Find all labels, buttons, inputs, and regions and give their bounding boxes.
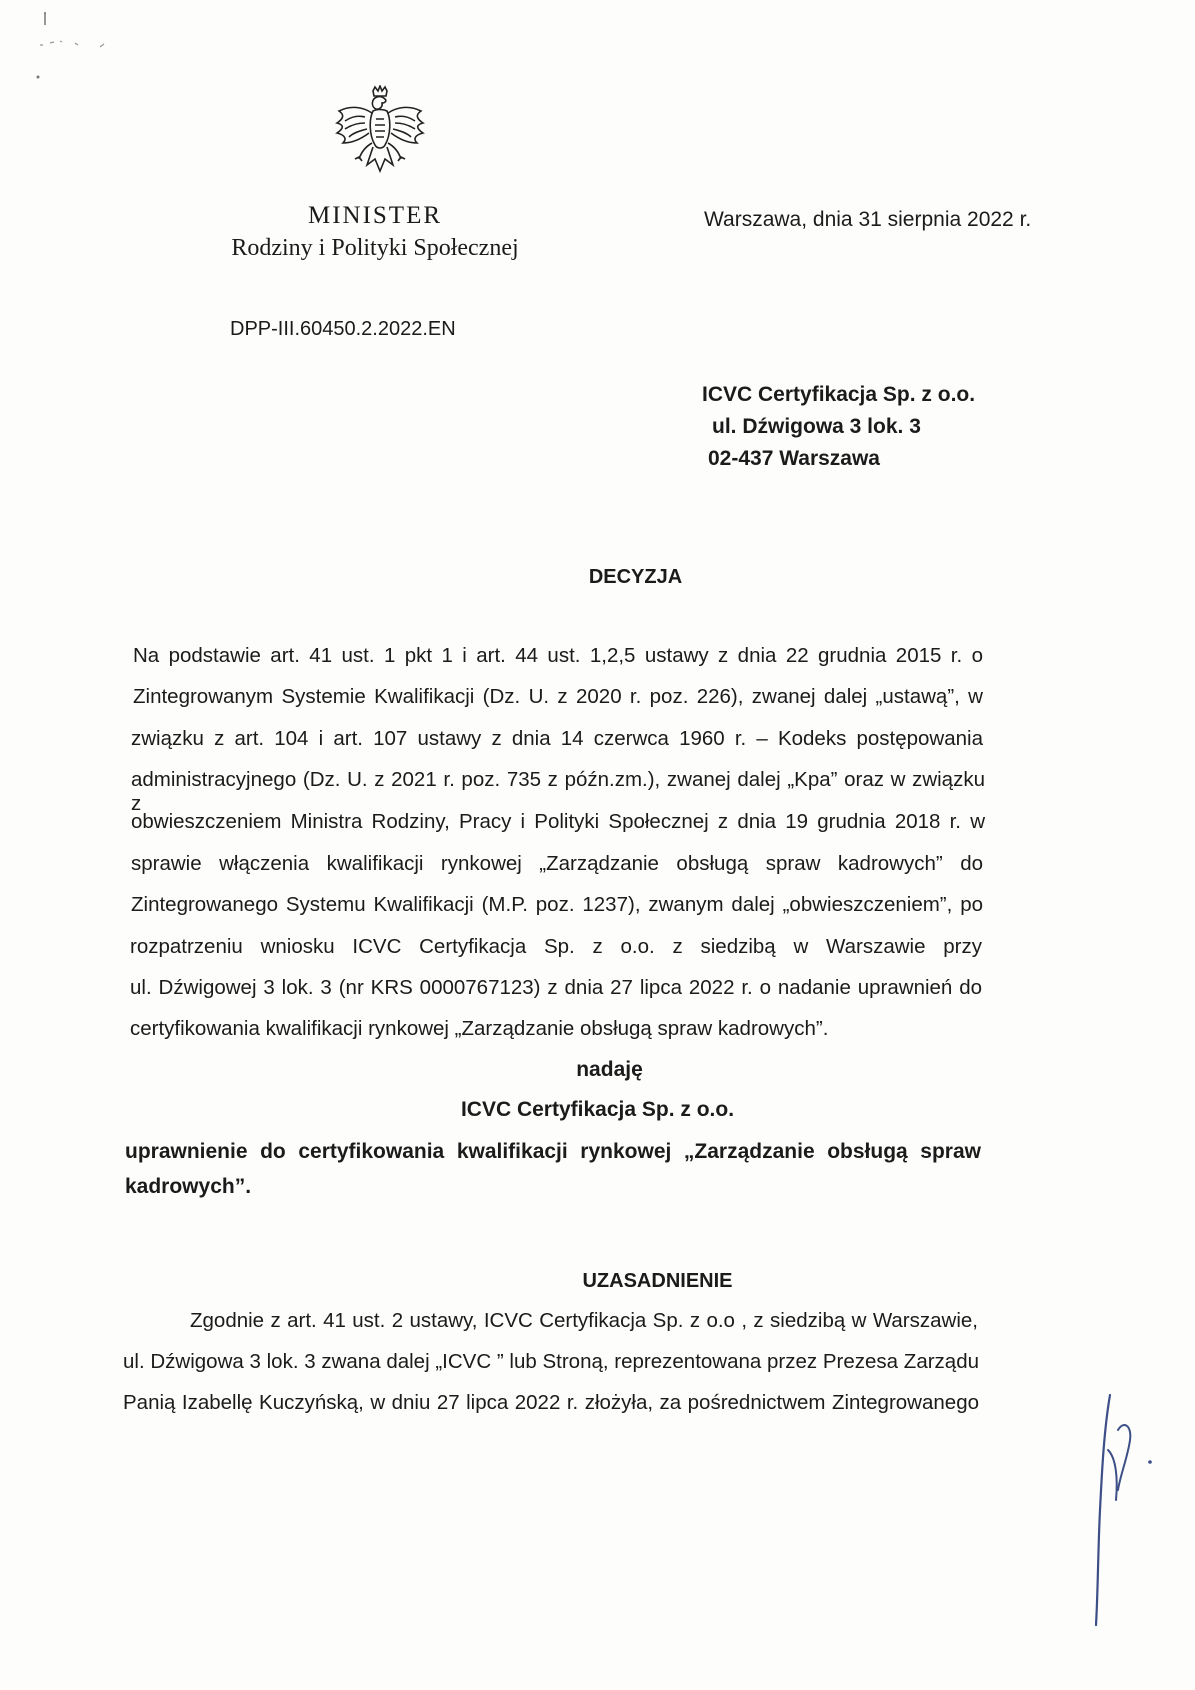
decision-line: rozpatrzeniu wniosku ICVC Certyfikacja Sp. z o.o. z siedzibą w Warszawie przy <box>130 935 982 958</box>
decision-line: obwieszczeniem Ministra Rodziny, Pracy i Polityki Społecznej z dnia 19 grudnia 2018 r. w <box>131 810 985 833</box>
eagle-emblem-icon <box>325 85 435 185</box>
recipient-city: 02-437 Warszawa <box>708 447 880 470</box>
grant-statement-line: kadrowych”. <box>125 1175 252 1198</box>
decision-line: Zintegrowanego Systemu Kwalifikacji (M.P. poz. 1237), zwanym dalej „obwieszczeniem”, po <box>131 893 983 916</box>
decision-line: Zintegrowanym Systemie Kwalifikacji (Dz. U. z 2020 r. poz. 226), zwanej dalej „ustawą”, w <box>133 685 983 708</box>
document-date: Warszawa, dnia 31 sierpnia 2022 r. <box>704 208 1032 231</box>
decision-line: sprawie włączenia kwalifikacji rynkowej „Zarządzanie obsługą spraw kadrowych” do <box>131 852 983 875</box>
decision-line: administracyjnego (Dz. U. z 2021 r. poz. 735 z późn.zm.), zwanej dalej „Kpa” oraz w związku z <box>131 768 985 815</box>
justification-line: Panią Izabellę Kuczyńską, w dniu 27 lipca 2022 r. złożyła, za pośrednictwem Zintegrowanego <box>123 1391 979 1414</box>
grant-statement-line: uprawnienie do certyfikowania kwalifikacji rynkowej „Zarządzanie obsługą spraw <box>125 1140 981 1163</box>
grant-word: nadaję <box>576 1058 643 1081</box>
handwritten-initials <box>1060 1390 1170 1630</box>
grant-entity: ICVC Certyfikacja Sp. z o.o. <box>460 1098 735 1121</box>
justification-line: ul. Dźwigowa 3 lok. 3 zwana dalej „ICVC ” lub Stroną, reprezentowana przez Prezesa Zarządu <box>123 1350 979 1373</box>
decision-line: Na podstawie art. 41 ust. 1 pkt 1 i art. 44 ust. 1,2,5 ustawy z dnia 22 grudnia 2015 r. o <box>133 644 983 667</box>
justification-line: Zgodnie z art. 41 ust. 2 ustawy, ICVC Certyfikacja Sp. z o.o , z siedzibą w Warszawie, <box>190 1309 978 1332</box>
decision-line: certyfikowania kwalifikacji rynkowej „Zarządzanie obsługą spraw kadrowych”. <box>130 1017 829 1040</box>
ministry-subtitle: Rodziny i Polityki Społecznej <box>231 235 519 261</box>
recipient-name: ICVC Certyfikacja Sp. z o.o. <box>702 383 976 406</box>
decision-line: ul. Dźwigowej 3 lok. 3 (nr KRS 0000767123) z dnia 27 lipca 2022 r. o nadanie uprawnień do <box>130 976 982 999</box>
ministry-title: MINISTER <box>307 202 443 229</box>
scan-marks <box>30 5 150 85</box>
decision-line: związku z art. 104 i art. 107 ustawy z dnia 14 czerwca 1960 r. – Kodeks postępowania <box>131 727 983 750</box>
decision-title: DECYZJA <box>588 566 683 588</box>
recipient-street: ul. Dźwigowa 3 lok. 3 <box>712 415 921 438</box>
justification-title: UZASADNIENIE <box>582 1270 733 1292</box>
reference-number: DPP-III.60450.2.2022.EN <box>230 318 456 340</box>
